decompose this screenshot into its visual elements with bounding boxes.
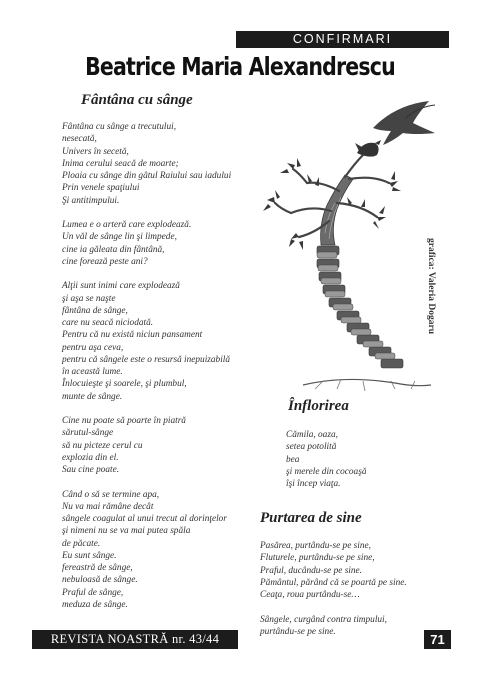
stanza [62,121,231,207]
verse-line: Sângele, curgând contra timpului, [260,614,387,625]
verse-line: munte de sânge. [62,391,123,402]
poem-title-fantana: Fântâna cu sânge [81,92,193,108]
journal-issue: REVISTA NOASTRĂ nr. 43/44 [32,630,238,649]
verse-line: meduza de sânge. [62,599,128,610]
verse-line: explozia din el. [62,452,119,463]
verse-line: în această lume. [62,367,123,377]
tree-artwork [245,93,453,395]
stanza [62,219,231,268]
verse-line: Eu sunt sânge. [62,550,117,561]
verse-line: îşi încep viaţa. [286,479,341,489]
verse-line: şi merele din cocoaşă [286,466,367,477]
verse-line: Cine nu poate să poarte în piatră [62,416,186,426]
verse-line: sărutul-sânge [62,428,114,439]
verse-line: Ceaţa, roua purtându-se… [260,590,360,600]
verse-line: Praful, ducându-se pe sine. [260,565,362,576]
verse-line: purtându-se pe sine. [260,626,336,637]
artwork-credit: grafica: Valeria Dogaru [426,238,436,335]
section-banner: CONFIRMARI [236,31,449,48]
verse-line: Pasărea, purtându-se pe sine, [260,541,371,551]
verse-line: Sau cine poate. [62,465,120,475]
verse-line: să nu picteze cerul cu [62,440,143,451]
poem-body-purtarea [260,540,407,638]
stanza [260,540,407,601]
verse-line: şi nimeni nu se va mai putea spăla [62,526,191,537]
verse-line: Praful de sânge, [62,587,124,598]
verse-line: de păcate. [62,538,101,549]
verse-line: cine ia găleata din fântână, [62,244,165,255]
poem-title-purtarea: Purtarea de sine [260,510,362,526]
stanza [260,614,407,639]
verse-line: nesecată, [62,134,97,145]
poem-body-inflorirea [286,429,366,490]
verse-line: Fluturele, purtându-se pe sine, [260,553,375,564]
tree-illustration [245,93,453,395]
verse-line: pentru că sângele este o resursă inepuizabilă [62,354,231,365]
verse-line: bea [286,454,300,465]
verse-line: Pentru că nu există niciun pansament [62,330,203,341]
verse-line: care nu seacă niciodată. [62,318,154,328]
verse-line: cine forează peste ani? [62,256,148,267]
verse-line: Prin venele spaţiului [62,183,140,194]
verse-line: setea potolită [286,442,337,453]
verse-line: sângele coagulat al unui trecut al dorinţelor [62,514,227,524]
verse-line: fântâna de sânge, [62,305,128,316]
verse-line: Lumea e o arteră care explodează. [62,220,192,230]
verse-line: Cămila, oaza, [286,430,338,440]
verse-line: nebuloasă de sânge. [62,575,138,586]
author-name: Beatrice Maria Alexandrescu [85,52,395,81]
verse-line: Inima cerului seacă de moarte; [62,158,179,169]
verse-line: Pământul, părând că se poartă pe sine. [260,577,407,588]
stanza [286,429,366,490]
verse-line: Înlocuieşte şi soarele, şi plumbul, [62,379,187,390]
stanza [62,415,231,476]
stanza [62,489,231,612]
poem-body-fantana [62,121,231,611]
page-number: 71 [424,630,451,649]
verse-line: Ploaia cu sânge din gâtul Raiului sau iadului [62,171,232,181]
verse-line: şi aşa se naşte [62,293,116,304]
verse-line: Univers în secetă, [62,146,129,157]
stanza [62,280,231,403]
verse-line: Nu va mai rămâne decât [62,501,154,512]
verse-line: pentru aşa ceva, [62,342,124,353]
verse-line: Un văl de sânge lin şi limpede, [62,232,177,243]
bird-icon [373,101,435,145]
verse-line: Alţii sunt inimi care explodează [62,281,180,292]
verse-line: Fântâna cu sânge a trecutului, [62,122,177,132]
verse-line: Şi antitimpului. [62,195,120,206]
poem-title-inflorirea: Înflorirea [288,398,349,414]
verse-line: fereastră de sânge, [62,563,133,573]
verse-line: Când o să se termine apa, [62,489,160,500]
